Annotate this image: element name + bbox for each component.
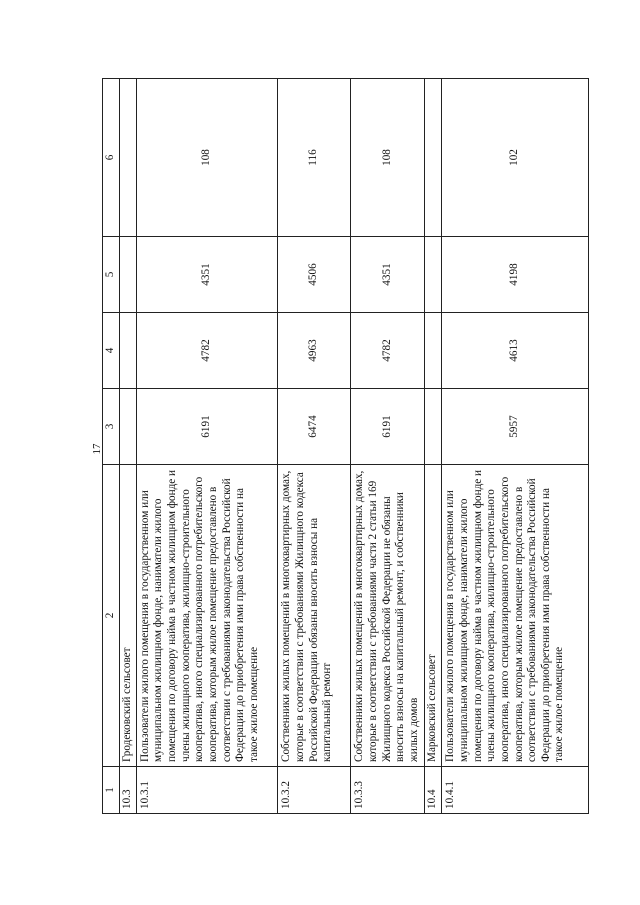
header-cell: 6 [103,79,120,237]
section-code: 10.4 [425,767,442,814]
table-row [278,79,351,814]
row-value-6: 108 [136,79,278,237]
table-wrapper [102,79,589,814]
header-cell: 1 [103,767,120,814]
row-code: 10.3.3 [351,767,425,814]
row-value-5: 4198 [442,237,589,313]
table-row [136,79,278,814]
row-value-6: 108 [351,79,425,237]
section-title: Гродековский сельсовет [119,465,136,767]
row-value-4: 4613 [442,313,589,389]
row-value-5: 4351 [136,237,278,313]
row-text: Пользователи жилого помещения в государственном или муниципальном жилищном фонде, наниматели жилого помещения по договору найма в частном жилищном фонде и члены жилищного кооператива, жилищно-строительного кооператива, иного специализированного потребительского кооператива, которым жилое помещение предоставлено в соответствии с требованиями законодательства Российской Федерации до приобретения ими права собственности на такое жилое помещение [136,465,278,767]
row-value-3: 5957 [442,389,589,465]
section-row [425,79,442,814]
row-value-5: 4506 [278,237,351,313]
page-number: 17 [91,443,103,455]
row-value-4: 4782 [351,313,425,389]
section-row [119,79,136,814]
row-text: Пользователи жилого помещения в государственном или муниципальном жилищном фонде, наниматели жилого помещения по договору найма в частном жилищном фонде и члены жилищного кооператива, жилищно-строительного кооператива, иного специализированного потребительского кооператива, которым жилое помещение предоставлено в соответствии с требованиями законодательства Российской Федерации до приобретения ими права собственности на такое жилое помещение [442,465,589,767]
tariff-table [102,78,589,814]
row-value-5: 4351 [351,237,425,313]
row-text: Собственники жилых помещений в многоквартирных домах, которые в соответствии с требованиями Жилищного кодекса Российской Федерации обязаны вносить взносы на капитальный ремонт [278,465,351,767]
row-value-3: 6191 [136,389,278,465]
row-text: Собственники жилых помещений в многоквартирных домах, которые в соответствии с требованиями части 2 статьи 169 Жилищного кодекса Российской Федерации не обязаны вносить взносы на капитальный ремонт, и собственники жилых домов [351,465,425,767]
row-value-4: 4782 [136,313,278,389]
header-cell: 3 [103,389,120,465]
table-row [351,79,425,814]
table-row [442,79,589,814]
header-cell: 2 [103,465,120,767]
section-title: Марковский сельсовет [425,465,442,767]
header-cell: 5 [103,237,120,313]
row-code: 10.3.2 [278,767,351,814]
row-value-3: 6191 [351,389,425,465]
row-code: 10.3.1 [136,767,278,814]
row-value-6: 102 [442,79,589,237]
row-value-3: 6474 [278,389,351,465]
row-value-4: 4963 [278,313,351,389]
row-value-6: 116 [278,79,351,237]
row-code: 10.4.1 [442,767,589,814]
header-row [103,79,120,814]
section-code: 10.3 [119,767,136,814]
header-cell: 4 [103,313,120,389]
table-rotator [102,79,589,814]
